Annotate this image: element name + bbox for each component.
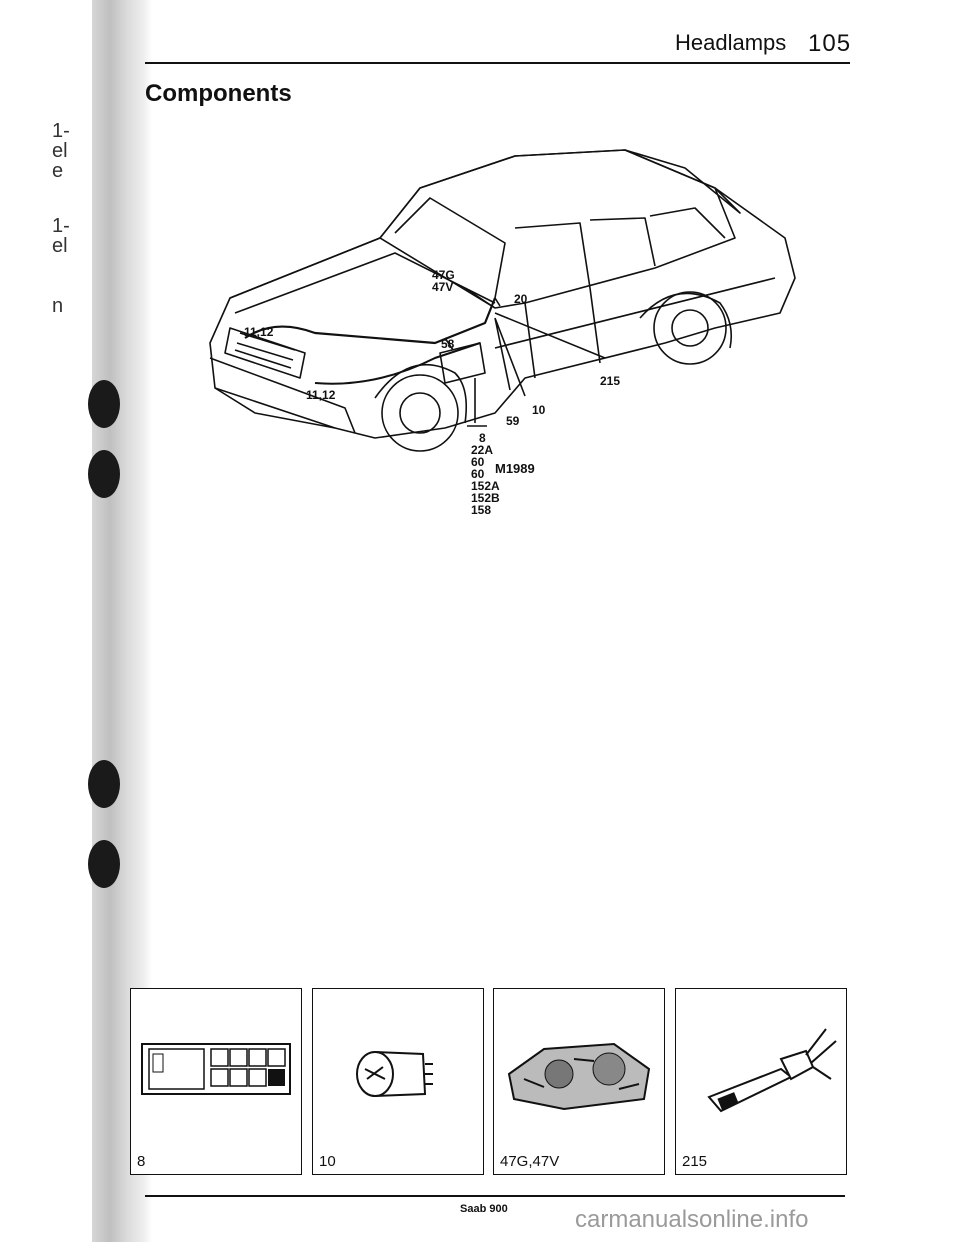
footer-rule	[145, 1195, 845, 1197]
callout-60: 60	[471, 467, 485, 481]
stalk-switch-icon	[681, 1019, 841, 1129]
page-number: 105	[808, 30, 852, 57]
bleed-text: 1-	[52, 120, 70, 142]
callout-215: 215	[600, 374, 621, 388]
punch-hole	[88, 840, 120, 888]
section-heading: Components	[145, 80, 292, 107]
punch-hole	[88, 760, 120, 808]
part-fuse-box	[130, 988, 302, 1175]
bleed-text: e	[52, 160, 64, 182]
bleed-text: 1-	[52, 215, 70, 237]
footer-text: Saab 900	[460, 1203, 508, 1215]
callout-60: 60	[471, 455, 485, 469]
running-title: Headlamps	[675, 30, 787, 55]
car-illustration	[195, 128, 810, 548]
bleed-text: el	[52, 140, 68, 162]
callout-59: 59	[506, 414, 520, 428]
callout-58: 58	[441, 337, 455, 351]
punch-hole	[88, 450, 120, 498]
callout-20: 20	[514, 292, 528, 306]
callout-47g: 47G	[432, 268, 455, 282]
callout-47v: 47V	[432, 280, 454, 294]
part-headlamp-switch	[493, 988, 665, 1175]
watermark: carmanualsonline.info	[575, 1206, 809, 1233]
part-dip-switch	[675, 988, 847, 1175]
callout-11-12: 11,12	[244, 325, 274, 339]
callout-11-12: 11,12	[306, 388, 336, 402]
callout-m1989: M1989	[495, 461, 535, 476]
callout-152a: 152A	[471, 479, 500, 493]
part-label: 8	[137, 1153, 146, 1170]
part-label: 47G,47V	[500, 1153, 560, 1170]
callout-152b: 152B	[471, 491, 500, 505]
header-rule	[145, 62, 850, 64]
bleed-text: el	[52, 235, 68, 257]
part-relay	[312, 988, 484, 1175]
callout-10: 10	[532, 403, 546, 417]
headlamp-switch-icon	[504, 1029, 654, 1119]
callout-22a: 22A	[471, 443, 494, 457]
callout-158: 158	[471, 503, 492, 517]
bleed-text: n	[52, 295, 64, 317]
part-label: 10	[319, 1153, 336, 1170]
punch-hole	[88, 380, 120, 428]
part-label: 215	[682, 1153, 708, 1170]
relay-icon	[353, 1039, 443, 1109]
callout-8: 8	[479, 431, 486, 445]
fuse-box-icon	[141, 1039, 291, 1099]
